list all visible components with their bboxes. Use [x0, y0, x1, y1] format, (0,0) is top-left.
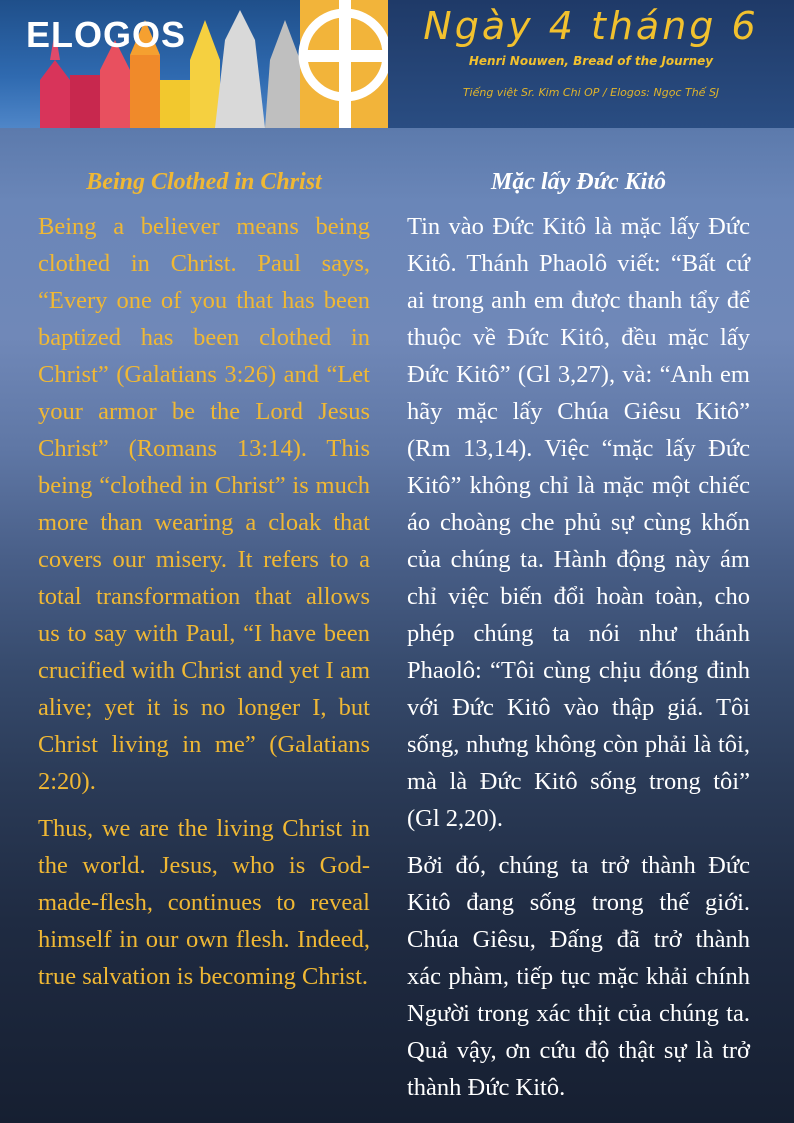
header-panel: [388, 0, 794, 128]
banner: [0, 0, 388, 128]
vietnamese-paragraph: Bởi đó, chúng ta trở thành Đức Kitô đang sống trong thế giới. Chúa Giêsu, Đấng đã trở thành xác phàm, tiếp tục mặc khải chính Người trong xác thịt của chúng ta. Quả vậy, ơn cứu độ thật sự là trở thành Đức Kitô.: [407, 852, 750, 1101]
english-column: [38, 166, 370, 1005]
vietnamese-title: Mặc lấy Đức Kitô: [490, 169, 667, 195]
english-paragraph: Thus, we are the living Christ in the world. Jesus, who is God-made-flesh, continues to reveal himself in our own flesh. Indeed, true salvation is becoming Christ.: [38, 815, 370, 990]
english-title: Being Clothed in Christ: [86, 169, 322, 195]
date-title: Ngày 4 tháng 6: [423, 4, 759, 48]
elogos-logo: ELOGOS: [26, 14, 187, 55]
vietnamese-paragraph: Tin vào Đức Kitô là mặc lấy Đức Kitô. Thánh Phaolô viết: “Bất cứ ai trong anh em được thanh tẩy để thuộc về Đức Kitô, đều mặc lấy Đức Kitô” (Gl 3,27), và: “Anh em hãy mặc lấy Chúa Giêsu Kitô” (Rm 13,14). Việc “mặc lấy Đức Kitô” không chỉ là mặc một chiếc áo choàng che phủ sự cùng khốn của chúng ta. Hành động này ám chỉ việc biến đổi hoàn toàn, cho phép chúng ta nói như thánh Phaolô: “Tôi cùng chịu đóng đinh với Đức Kitô vào thập giá. Tôi sống, nhưng không còn phải là tôi, mà là Đức Kitô sống trong tôi” (Gl 2,20).: [407, 213, 750, 832]
source-credit: Henri Nouwen, Bread of the Journey: [468, 54, 714, 68]
english-paragraph: Being a believer means being clothed in Christ. Paul says, “Every one of you that has been baptized has been clothed in Christ” (Galatians 3:26) and “Let your armor be the Lord Jesus Christ” (Romans 13:14). This being “clothed in Christ” is much more than wearing a cloak that covers our misery. It refers to a total transformation that allows us to say with Paul, “I have been crucified with Christ and yet I am alive; yet it is no longer I, but Christ living in me” (Galatians 2:20).: [38, 213, 370, 795]
vietnamese-column: [407, 166, 750, 1116]
translator-credit: Tiếng việt Sr. Kim Chi OP / Elogos: Ngọc Thế SJ: [462, 86, 720, 99]
